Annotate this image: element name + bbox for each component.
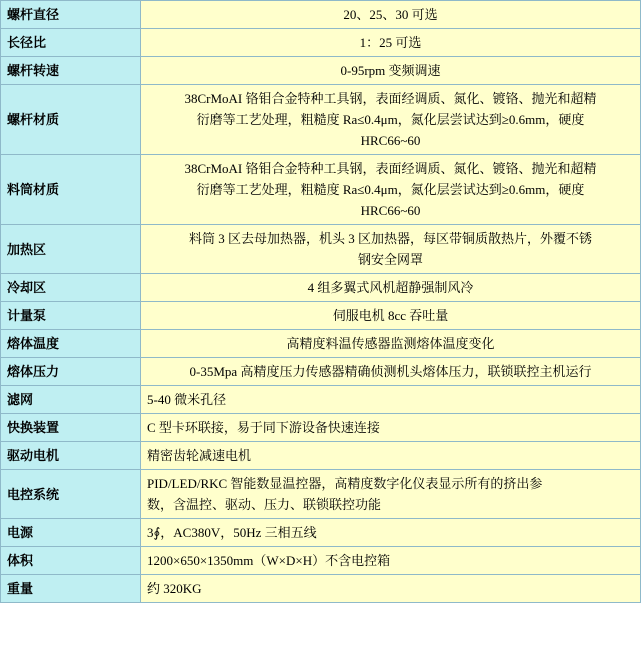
table-row (1, 442, 641, 470)
row-value (141, 85, 641, 155)
row-value-line: 20、25、30 可选 (343, 7, 438, 22)
row-label: 滤网 (1, 386, 141, 414)
table-row (1, 57, 641, 85)
table-row (1, 470, 641, 519)
row-value (141, 155, 641, 225)
row-label: 螺杆转速 (1, 57, 141, 85)
row-value-line: PID/LED/RKC 智能数显温控器，高精度数字化仪表显示所有的挤出参 (147, 476, 543, 491)
row-value (141, 386, 641, 414)
table-row (1, 85, 641, 155)
table-row (1, 225, 641, 274)
row-value (141, 29, 641, 57)
table-row (1, 547, 641, 575)
table-row (1, 519, 641, 547)
row-label: 电控系统 (1, 470, 141, 519)
table-row (1, 274, 641, 302)
row-value-line: 0-95rpm 变频调速 (340, 63, 441, 78)
row-value-line: 衍磨等工艺处理，粗糙度 Ra≤0.4μm，氮化层尝试达到≥0.6mm，硬度 (196, 182, 585, 197)
row-value-line: 4 组多翼式风机超静强制风冷 (307, 280, 474, 295)
table-row (1, 386, 641, 414)
table-row (1, 1, 641, 29)
row-value-line: 精密齿轮减速电机 (147, 448, 252, 463)
row-label: 螺杆直径 (1, 1, 141, 29)
row-label: 加热区 (1, 225, 141, 274)
row-value-line: 3∮，AC380V，50Hz 三相五线 (147, 525, 317, 540)
row-label: 熔体压力 (1, 358, 141, 386)
row-label: 驱动电机 (1, 442, 141, 470)
row-value (141, 547, 641, 575)
table-row (1, 330, 641, 358)
table-row (1, 29, 641, 57)
row-value (141, 274, 641, 302)
row-value (141, 330, 641, 358)
table-row (1, 414, 641, 442)
row-value-line: 0-35Mpa 高精度压力传感器精确侦测机头熔体压力，联锁联控主机运行 (189, 364, 592, 379)
row-value-line: 钢安全网罩 (357, 252, 423, 267)
table-row (1, 155, 641, 225)
row-value-line: 1200×650×1350mm（W×D×H）不含电控箱 (147, 553, 391, 568)
row-value-line: 料筒 3 区去母加热器，机头 3 区加热器，每区带铜质散热片，外覆不锈 (188, 231, 592, 246)
row-value-line: HRC66~60 (360, 203, 421, 218)
row-value (141, 575, 641, 603)
row-value (141, 1, 641, 29)
row-value (141, 302, 641, 330)
row-label: 冷却区 (1, 274, 141, 302)
row-label: 螺杆材质 (1, 85, 141, 155)
table-body (1, 1, 641, 603)
row-value-line: 高精度料温传感器监测熔体温度变化 (286, 336, 495, 351)
row-label: 计量泵 (1, 302, 141, 330)
row-value-line: 5-40 微米孔径 (147, 392, 227, 407)
row-value (141, 57, 641, 85)
row-label: 长径比 (1, 29, 141, 57)
row-label: 熔体温度 (1, 330, 141, 358)
row-value (141, 442, 641, 470)
row-value (141, 519, 641, 547)
row-value (141, 414, 641, 442)
row-value (141, 225, 641, 274)
row-value-line: 38CrMoAI 铬钼合金特种工具钢，表面经调质、氮化、镀铬、抛光和超精 (184, 91, 597, 106)
table-row (1, 358, 641, 386)
row-value (141, 470, 641, 519)
row-value-line: 1：25 可选 (359, 35, 422, 50)
table-row (1, 302, 641, 330)
row-label: 料筒材质 (1, 155, 141, 225)
row-value-line: 衍磨等工艺处理，粗糙度 Ra≤0.4μm，氮化层尝试达到≥0.6mm，硬度 (196, 112, 585, 127)
row-value-line: 约 320KG (147, 581, 202, 596)
row-value-line: HRC66~60 (360, 133, 421, 148)
row-value-line: C 型卡环联接，易于同下游设备快速连接 (147, 420, 380, 435)
row-value-line: 伺服电机 8cc 吞吐量 (332, 308, 449, 323)
row-label: 电源 (1, 519, 141, 547)
table-row (1, 575, 641, 603)
row-value-line: 数，含温控、驱动、压力、联锁联控功能 (147, 497, 382, 512)
row-label: 快换装置 (1, 414, 141, 442)
row-value-line: 38CrMoAI 铬钼合金特种工具钢，表面经调质、氮化、镀铬、抛光和超精 (184, 161, 597, 176)
row-value (141, 358, 641, 386)
row-label: 重量 (1, 575, 141, 603)
row-label: 体积 (1, 547, 141, 575)
